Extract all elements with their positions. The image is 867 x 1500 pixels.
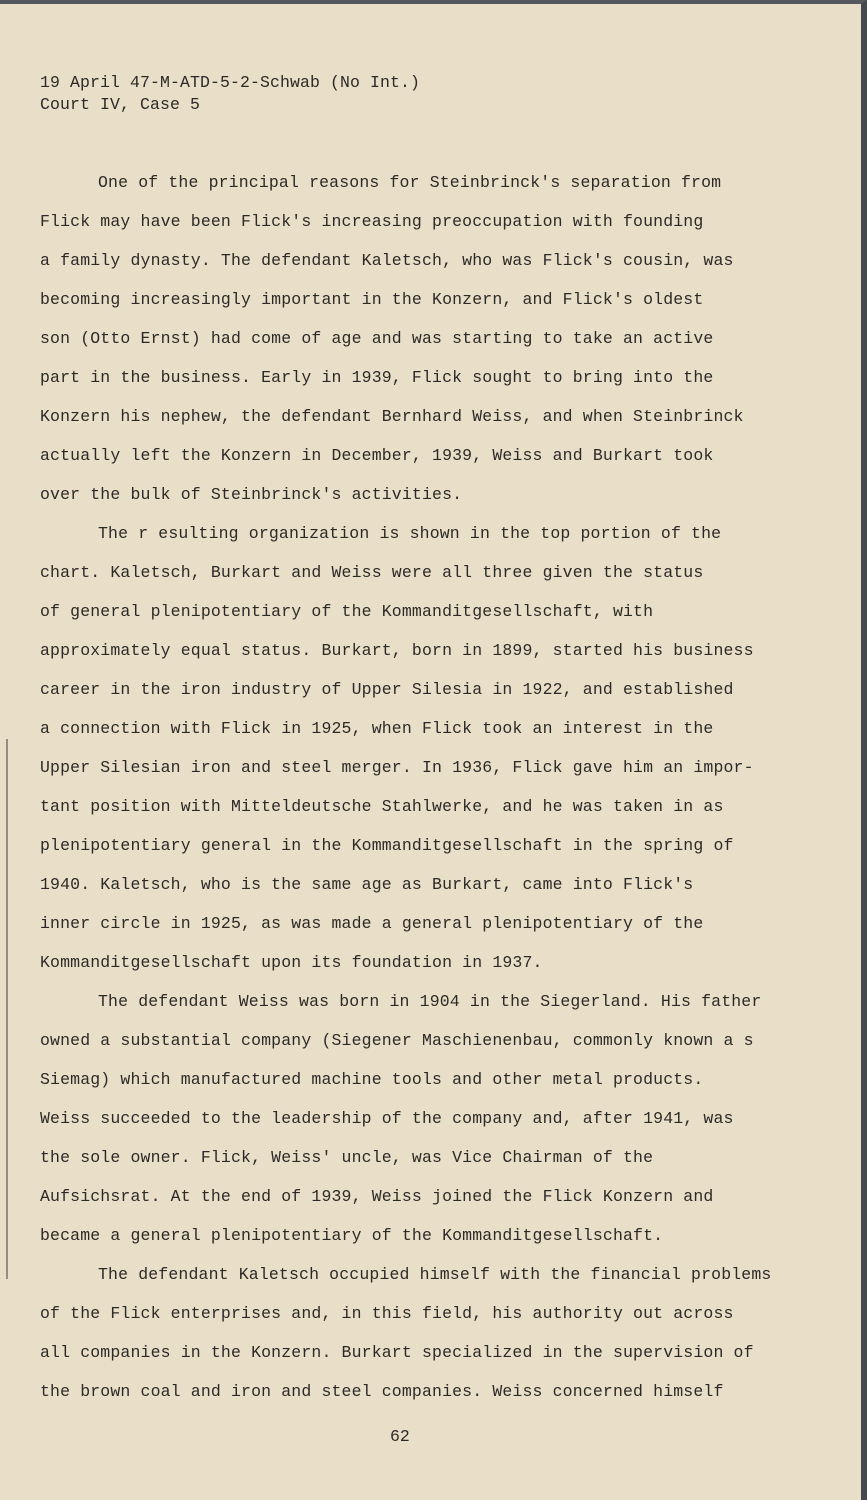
text-line: Flick may have been Flick's increasing preoccupation with founding [40,212,704,231]
text-line: tant position with Mitteldeutsche Stahlwerke, and he was taken in as [40,797,724,816]
text-line: Weiss succeeded to the leadership of the company and, after 1941, was [40,1109,734,1128]
document-header [40,72,420,116]
text-line: becoming increasingly important in the Konzern, and Flick's oldest [40,290,704,309]
text-line: The defendant Kaletsch occupied himself with the financial problems [98,1265,772,1284]
text-line: plenipotentiary general in the Kommanditgesellschaft in the spring of [40,836,734,855]
text-line: all companies in the Konzern. Burkart specialized in the supervision of [40,1343,754,1362]
text-line: Aufsichsrat. At the end of 1939, Weiss joined the Flick Konzern and [40,1187,714,1206]
text-line: a family dynasty. The defendant Kaletsch, who was Flick's cousin, was [40,251,734,270]
text-line: actually left the Konzern in December, 1939, Weiss and Burkart took [40,446,714,465]
text-line: part in the business. Early in 1939, Flick sought to bring into the [40,368,714,387]
page-number: 62 [390,1427,410,1446]
margin-pencil-mark [6,739,8,1279]
text-line: The defendant Weiss was born in 1904 in the Siegerland. His father [98,992,762,1011]
text-line: a connection with Flick in 1925, when Flick took an interest in the [40,719,714,738]
text-line: Kommanditgesellschaft upon its foundation in 1937. [40,953,543,972]
text-line: became a general plenipotentiary of the Kommanditgesellschaft. [40,1226,664,1245]
text-line: over the bulk of Steinbrinck's activities. [40,485,463,504]
header-reference-line: 19 April 47-M-ATD-5-2-Schwab (No Int.) [40,73,421,92]
text-line: The r esulting organization is shown in the top portion of the [98,524,722,543]
text-line: Konzern his nephew, the defendant Bernhard Weiss, and when Steinbrinck [40,407,744,426]
text-line: inner circle in 1925, as was made a general plenipotentiary of the [40,914,704,933]
text-line: chart. Kaletsch, Burkart and Weiss were all three given the status [40,563,704,582]
text-line: son (Otto Ernst) had come of age and was starting to take an active [40,329,714,348]
header-court-line: Court IV, Case 5 [40,95,201,114]
text-line: One of the principal reasons for Steinbrinck's separation from [98,173,722,192]
document-body [40,163,772,1411]
text-line: the sole owner. Flick, Weiss' uncle, was Vice Chairman of the [40,1148,654,1167]
text-line: Upper Silesian iron and steel merger. In 1936, Flick gave him an impor- [40,758,754,777]
text-line: Siemag) which manufactured machine tools and other metal products. [40,1070,704,1089]
text-line: owned a substantial company (Siegener Maschienenbau, commonly known a s [40,1031,754,1050]
text-line: career in the iron industry of Upper Silesia in 1922, and established [40,680,734,699]
text-line: approximately equal status. Burkart, born in 1899, started his business [40,641,754,660]
text-line: of the Flick enterprises and, in this field, his authority out across [40,1304,734,1323]
text-line: of general plenipotentiary of the Kommanditgesellschaft, with [40,602,654,621]
text-line: 1940. Kaletsch, who is the same age as Burkart, came into Flick's [40,875,694,894]
text-line: the brown coal and iron and steel companies. Weiss concerned himself [40,1382,724,1401]
